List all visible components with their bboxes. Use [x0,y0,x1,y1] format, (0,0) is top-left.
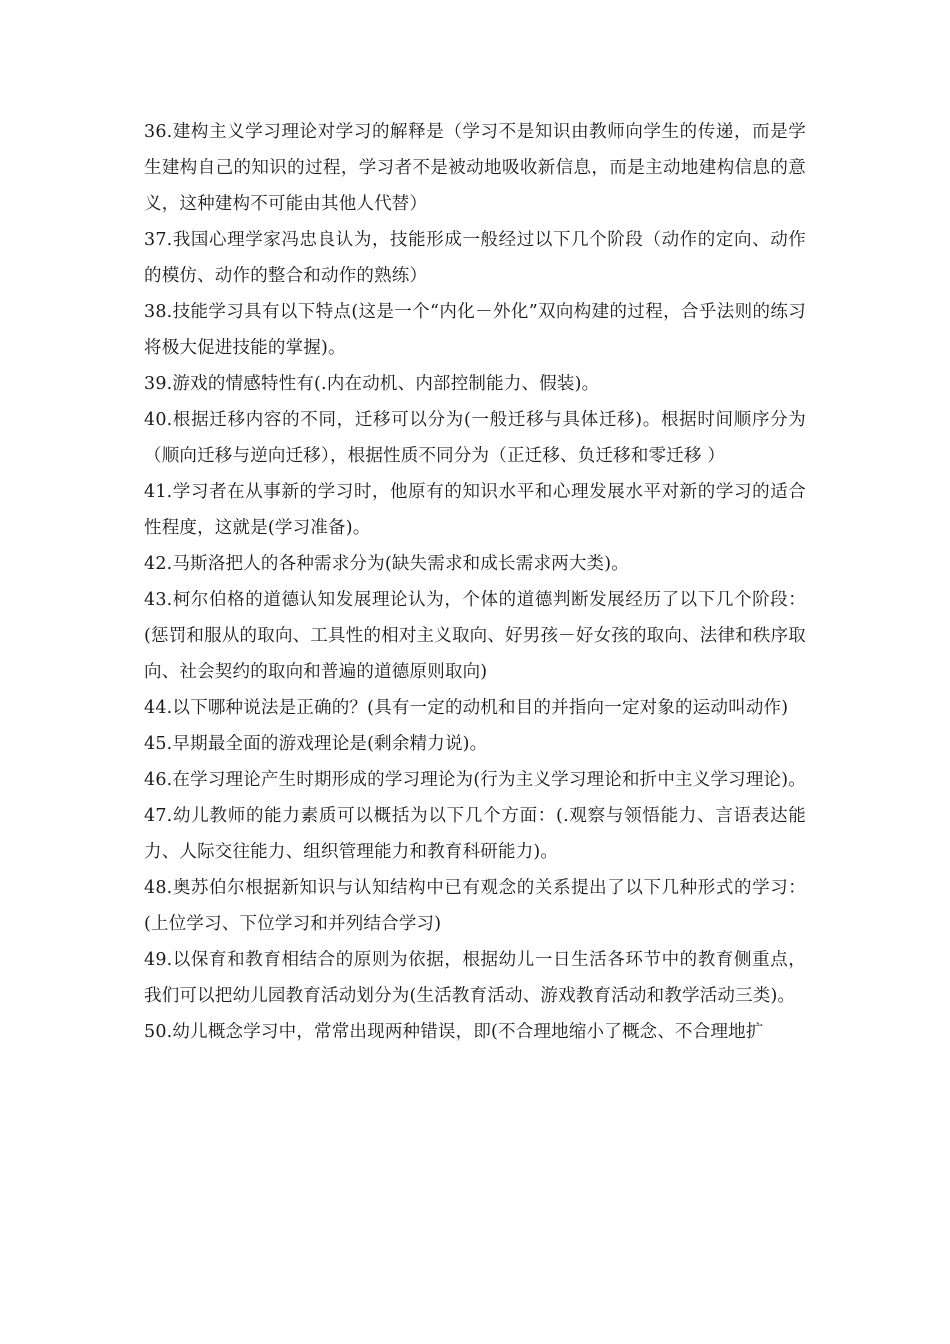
question-36: 36.建构主义学习理论对学习的解释是（学习不是知识由教师向学生的传递，而是学生建构自己的知识的过程，学习者不是被动地吸收新信息，而是主动地建构信息的意义，这种建构不可能由其他人代替） [144,122,806,214]
question-49: 49.以保育和教育相结合的原则为依据，根据幼儿一日生活各环节中的教育侧重点，我们可以把幼儿园教育活动划分为(生活教育活动、游戏教育活动和教学活动三类)。 [144,950,806,1006]
question-50: 50.幼儿概念学习中，常常出现两种错误，即(不合理地缩小了概念、不合理地扩 [144,1022,764,1042]
question-46: 46.在学习理论产生时期形成的学习理论为(行为主义学习理论和折中主义学习理论)。 [144,770,806,790]
question-44: 44.以下哪种说法是正确的？(具有一定的动机和目的并指向一定对象的运动叫动作) [144,698,789,718]
question-47: 47.幼儿教师的能力素质可以概括为以下几个方面：(.观察与领悟能力、言语表达能力、人际交往能力、组织管理能力和教育科研能力)。 [144,806,806,862]
question-37: 37.我国心理学家冯忠良认为，技能形成一般经过以下几个阶段（动作的定向、动作的模仿、动作的整合和动作的熟练） [144,230,806,286]
question-40: 40.根据迁移内容的不同，迁移可以分为(一般迁移与具体迁移)。根据时间顺序分为（顺向迁移与逆向迁移），根据性质不同分为（正迁移、负迁移和零迁移 ） [144,410,806,466]
question-42: 42.马斯洛把人的各种需求分为(缺失需求和成长需求两大类)。 [144,554,629,574]
question-45: 45.早期最全面的游戏理论是(剩余精力说)。 [144,734,488,754]
question-43: 43.柯尔伯格的道德认知发展理论认为，个体的道德判断发展经历了以下几个阶段：(惩罚和服从的取向、工具性的相对主义取向、好男孩－好女孩的取向、法律和秩序取向、社会契约的取向和普遍的道德原则取向) [144,590,806,682]
question-41: 41.学习者在从事新的学习时，他原有的知识水平和心理发展水平对新的学习的适合性程度，这就是(学习准备)。 [144,482,806,538]
document-body [144,114,806,1050]
question-48: 48.奥苏伯尔根据新知识与认知结构中已有观念的关系提出了以下几种形式的学习：(上位学习、下位学习和并列结合学习) [144,878,806,934]
question-39: 39.游戏的情感特性有(.内在动机、内部控制能力、假装)。 [144,374,600,394]
question-38: 38.技能学习具有以下特点(这是一个“内化－外化”双向构建的过程，合乎法则的练习将极大促进技能的掌握)。 [144,302,806,358]
